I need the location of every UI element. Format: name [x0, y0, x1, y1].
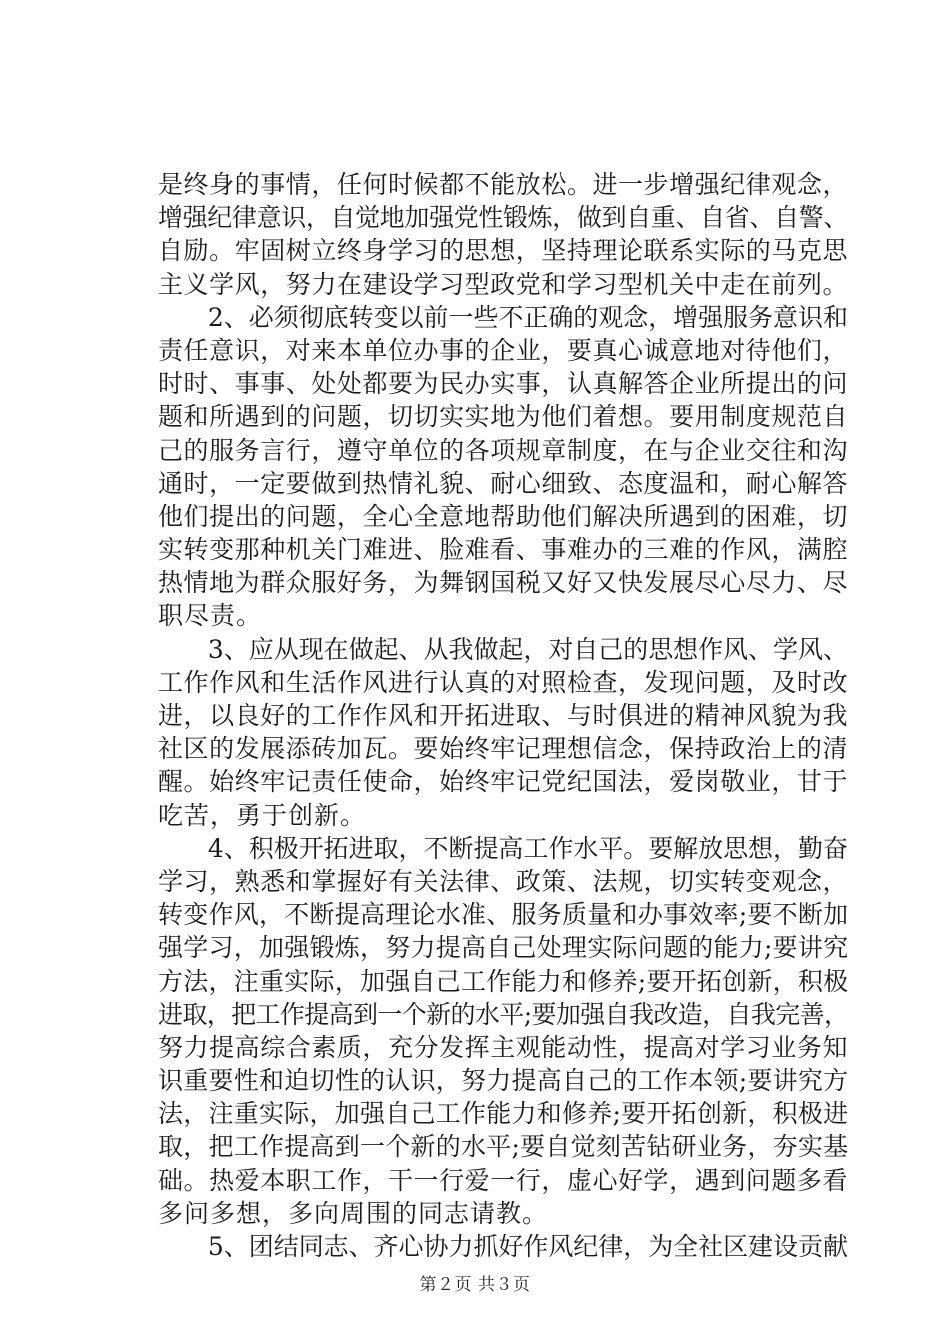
- paragraph-3-start: 3、应从现在做起、从我做起，对自己的思想作风、学风、: [158, 634, 848, 664]
- text-line: 法，注重实际，加强自己工作能力和修养;要开拓创新，积极进: [158, 1099, 849, 1129]
- text-line: 方法，注重实际，加强自己工作能力和修养;要开拓创新，积极: [158, 966, 849, 996]
- text-line: 醒。始终牢记责任使命，始终牢记党纪国法，爱岗敬业，甘于: [158, 767, 849, 797]
- text-line: 是终身的事情，任何时候都不能放松。进一步增强纪律观念，: [158, 170, 849, 199]
- text-line: 自励。牢固树立终身学习的思想，坚持理论联系实际的马克思: [158, 236, 849, 266]
- text-line: 进取，把工作提高到一个新的水平;要加强自我改造，自我完善，: [158, 999, 849, 1029]
- text-line: 热情地为群众服好务，为舞钢国税又好又快发展尽心尽力、尽: [158, 568, 849, 598]
- text-line: 题和所遇到的问题，切切实实地为他们着想。要用制度规范自: [158, 402, 849, 432]
- text-line: 他们提出的问题，全心全意地帮助他们解决所遇到的困难，切: [158, 501, 849, 531]
- text-line: 实转变那种机关门难进、脸难看、事难办的三难的作风，满腔: [158, 535, 849, 565]
- text-line: 责任意识，对来本单位办事的企业，要真心诚意地对待他们，: [158, 335, 849, 365]
- text-line: 学习，熟悉和掌握好有关法律、政策、法规，切实转变观念，: [158, 866, 849, 896]
- text-line: 转变作风，不断提高理论水准、服务质量和办事效率;要不断加: [158, 900, 849, 930]
- body-text: [158, 168, 849, 1263]
- text-line: 进，以良好的工作作风和开拓进取、与时俱进的精神风貌为我: [158, 701, 849, 730]
- text-line: 通时，一定要做到热情礼貌、耐心细致、态度温和，耐心解答: [158, 468, 849, 498]
- text-line: 己的服务言行，遵守单位的各项规章制度，在与企业交往和沟: [158, 435, 849, 465]
- paragraph-4-start: 4、积极开拓进取，不断提高工作水平。要解放思想，勤奋: [158, 833, 848, 863]
- text-line: 主义学风，努力在建设学习型政党和学习型机关中走在前列。: [158, 269, 849, 299]
- text-line: 社区的发展添砖加瓦。要始终牢记理想信念，保持政治上的清: [158, 734, 849, 764]
- page-number-footer: 第２页 共３页: [419, 1275, 531, 1295]
- text-line: 多问多想，多向周围的同志请教。: [158, 1198, 549, 1228]
- text-line: 职尽责。: [158, 601, 263, 631]
- paragraph-5-start: 5、团结同志、齐心协力抓好作风纪律，为全社区建设贡献: [158, 1232, 848, 1261]
- text-line: 识重要性和迫切性的认识，努力提高自己的工作本领;要讲究方: [158, 1066, 849, 1096]
- text-line: 强学习，加强锻炼，努力提高自己处理实际问题的能力;要讲究: [158, 933, 849, 963]
- text-line: 增强纪律意识，自觉地加强党性锻炼，做到自重、自省、自警、: [158, 203, 849, 233]
- text-line: 取，把工作提高到一个新的水平;要自觉刻苦钻研业务，夯实基: [158, 1132, 849, 1162]
- text-line: 努力提高综合素质，充分发挥主观能动性，提高对学习业务知: [158, 1032, 849, 1062]
- text-line: 吃苦，勇于创新。: [158, 800, 367, 830]
- paragraph-2-start: 2、必须彻底转变以前一些不正确的观念，增强服务意识和: [158, 302, 848, 332]
- text-line: 工作作风和生活作风进行认真的对照检查，发现问题，及时改: [158, 667, 849, 697]
- text-line: 时时、事事、处处都要为民办实事，认真解答企业所提出的问: [158, 369, 849, 399]
- text-line: 础。热爱本职工作，干一行爱一行，虚心好学，遇到问题多看: [158, 1165, 849, 1195]
